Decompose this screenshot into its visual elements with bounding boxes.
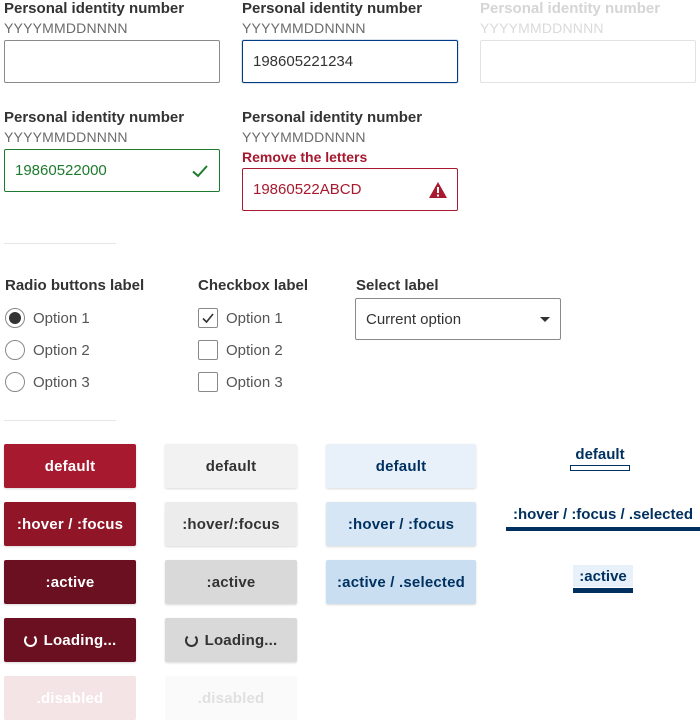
radio-option-3[interactable] xyxy=(5,371,90,393)
radio-button[interactable] xyxy=(5,340,25,360)
field-hint: YYYYMMDDNNNN xyxy=(242,20,366,36)
select-dropdown[interactable] xyxy=(355,298,561,340)
underline xyxy=(573,588,633,593)
field-hint: YYYYMMDDNNNN xyxy=(4,20,128,36)
option-label: Option 3 xyxy=(33,373,90,391)
tertiary-button-hover[interactable]: :hover / :focus xyxy=(326,502,476,546)
link-button-hover[interactable] xyxy=(506,506,700,531)
underline xyxy=(570,465,630,471)
chevron-down-icon xyxy=(540,317,550,322)
option-label: Option 2 xyxy=(33,341,90,359)
button-label: :hover / :focus / .selected xyxy=(512,506,694,523)
primary-button-loading[interactable] xyxy=(4,618,136,662)
field-hint: YYYYMMDDNNNN xyxy=(480,20,604,36)
input-wrapper xyxy=(4,149,220,192)
secondary-button-active[interactable]: :active xyxy=(165,560,297,604)
checkbox[interactable] xyxy=(198,372,218,392)
checkbox-option-2[interactable] xyxy=(198,339,283,361)
secondary-button-hover[interactable]: :hover/:focus xyxy=(165,502,297,546)
link-button-default[interactable] xyxy=(570,446,630,471)
button-label: :active xyxy=(573,565,633,587)
link-button-active[interactable] xyxy=(573,565,633,593)
tertiary-button-active[interactable]: :active / .selected xyxy=(326,560,476,604)
option-label: Option 1 xyxy=(33,309,90,327)
input-wrapper xyxy=(4,40,220,83)
field-label: Personal identity number xyxy=(4,0,185,17)
radio-option-1[interactable] xyxy=(5,307,90,329)
checkbox-option-1[interactable] xyxy=(198,307,283,329)
radio-group-label: Radio buttons label xyxy=(5,277,145,294)
spinner-icon xyxy=(185,634,198,647)
input-wrapper xyxy=(242,168,458,211)
radio-button[interactable] xyxy=(5,372,25,392)
checkmark-icon xyxy=(201,311,215,325)
pin-input-invalid[interactable] xyxy=(242,168,458,211)
button-label: Loading... xyxy=(43,631,117,649)
field-label: Personal identity number xyxy=(480,0,661,17)
pin-input-disabled xyxy=(480,40,696,83)
warning-icon xyxy=(428,180,448,200)
pin-field-invalid xyxy=(242,109,458,211)
primary-button-default[interactable]: default xyxy=(4,444,136,488)
field-label: Personal identity number xyxy=(242,109,423,126)
error-message: Remove the letters xyxy=(242,149,368,165)
button-label: Loading... xyxy=(204,631,278,649)
primary-button-hover[interactable]: :hover / :focus xyxy=(4,502,136,546)
radio-option-2[interactable] xyxy=(5,339,90,361)
pin-field-disabled xyxy=(480,0,696,83)
input-wrapper xyxy=(480,40,696,83)
radio-button-checked[interactable] xyxy=(5,308,25,328)
pin-field-valid xyxy=(4,109,220,192)
checkbox-option-3[interactable] xyxy=(198,371,283,393)
select-label: Select label xyxy=(356,277,439,294)
primary-button-active[interactable]: :active xyxy=(4,560,136,604)
option-label: Option 2 xyxy=(226,341,283,359)
tertiary-button-default[interactable]: default xyxy=(326,444,476,488)
field-hint: YYYYMMDDNNNN xyxy=(4,129,128,145)
divider xyxy=(4,243,116,244)
option-label: Option 3 xyxy=(226,373,283,391)
checkbox[interactable] xyxy=(198,340,218,360)
checkbox-group-label: Checkbox label xyxy=(198,277,309,294)
checkbox-checked[interactable] xyxy=(198,308,218,328)
spinner-icon xyxy=(24,634,37,647)
select-value: Current option xyxy=(366,310,462,328)
input-wrapper xyxy=(242,40,458,83)
secondary-button-default[interactable]: default xyxy=(165,444,297,488)
option-label: Option 1 xyxy=(226,309,283,327)
secondary-button-loading[interactable] xyxy=(165,618,297,662)
field-hint: YYYYMMDDNNNN xyxy=(242,129,366,145)
underline xyxy=(506,527,700,531)
checkmark-icon xyxy=(190,161,210,181)
pin-input-default[interactable] xyxy=(4,40,220,83)
field-label: Personal identity number xyxy=(4,109,185,126)
divider xyxy=(4,420,116,421)
pin-input-valid[interactable] xyxy=(4,149,220,192)
pin-field-default xyxy=(4,0,220,83)
secondary-button-disabled: .disabled xyxy=(165,676,297,720)
pin-field-focused xyxy=(242,0,458,83)
button-label: default xyxy=(575,446,625,463)
field-label: Personal identity number xyxy=(242,0,423,17)
primary-button-disabled: .disabled xyxy=(4,676,136,720)
pin-input-focused[interactable] xyxy=(242,40,458,83)
